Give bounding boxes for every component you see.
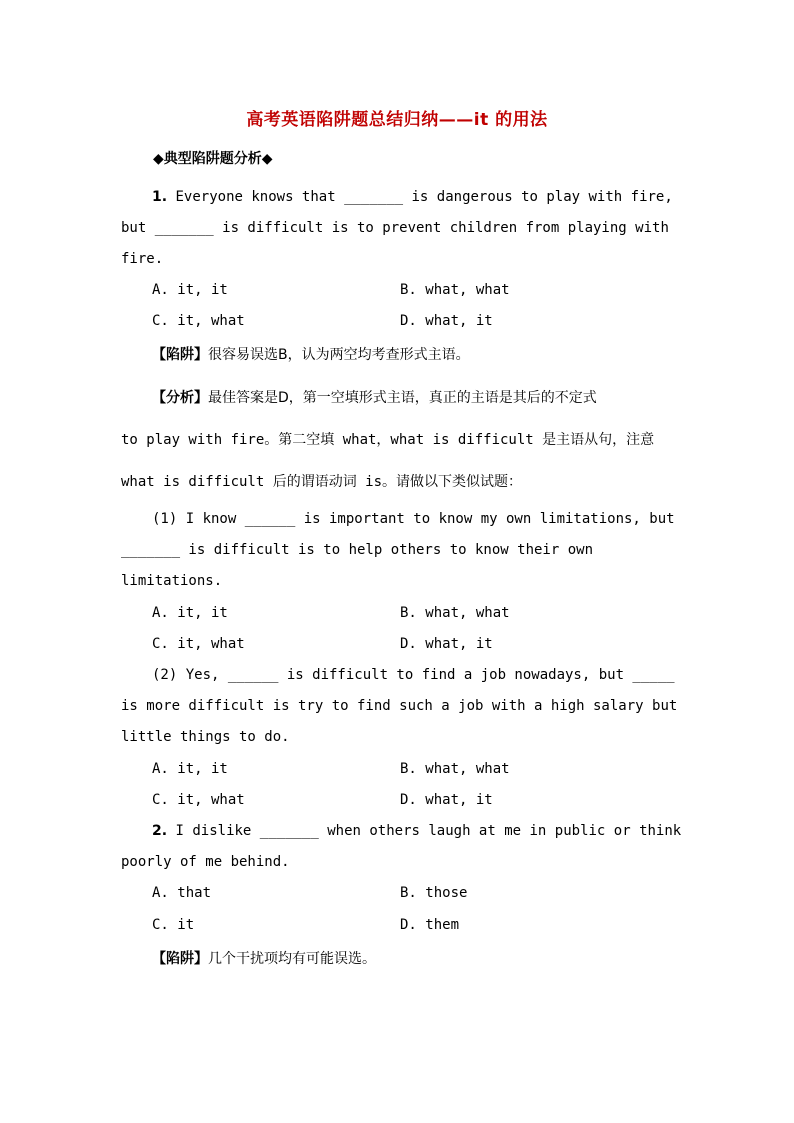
question-1-text: Everyone knows that _______ is dangerous to play with fire, <box>175 189 673 205</box>
question-1-line-1 <box>152 188 673 206</box>
question-2-option-d: D. them <box>400 917 460 933</box>
sub-question-1-option-b: B. what, what <box>400 605 510 621</box>
question-2-option-c: C. it <box>152 917 195 933</box>
section-heading: ◆典型陷阱题分析◆ <box>153 151 273 167</box>
trap-1-tag: 【陷阱】 <box>152 347 208 363</box>
trap-2-text: 几个干扰项均有可能误选。 <box>208 951 376 967</box>
analysis-1-line-2: to play with fire。第二空填 what，what is difficult 是主语从句，注意 <box>121 432 655 448</box>
question-2-number: 2. <box>152 823 168 839</box>
sub-question-1-line-1: (1) I know ______ is important to know my own limitations, but <box>152 511 675 527</box>
analysis-1-tag: 【分析】 <box>152 390 208 406</box>
question-2-option-b: B. those <box>400 885 468 901</box>
question-1-option-c: C. it, what <box>152 313 245 329</box>
trap-2 <box>152 950 376 968</box>
question-2-option-a: A. that <box>152 885 212 901</box>
sub-question-2-option-a: A. it, it <box>152 761 228 777</box>
sub-question-1-option-d: D. what, it <box>400 636 493 652</box>
question-1-option-a: A. it, it <box>152 282 228 298</box>
sub-question-2-line-2: is more difficult is try to find such a job with a high salary but <box>121 698 678 714</box>
analysis-1-line-3: what is difficult 后的谓语动词 is。请做以下类似试题： <box>121 474 523 490</box>
sub-question-2-line-3: little things to do. <box>121 729 290 745</box>
trap-2-tag: 【陷阱】 <box>152 951 208 967</box>
sub-question-2-option-c: C. it, what <box>152 792 245 808</box>
question-1-option-b: B. what, what <box>400 282 510 298</box>
question-1-option-d: D. what, it <box>400 313 493 329</box>
analysis-1-line-1 <box>152 389 597 407</box>
sub-question-1-option-a: A. it, it <box>152 605 228 621</box>
question-2-line-1 <box>152 822 681 840</box>
sub-question-2-option-d: D. what, it <box>400 792 493 808</box>
sub-question-2-option-b: B. what, what <box>400 761 510 777</box>
question-2-line-2: poorly of me behind. <box>121 854 290 870</box>
sub-question-1-line-3: limitations. <box>121 573 223 589</box>
analysis-1-text: 最佳答案是D，第一空填形式主语，真正的主语是其后的不定式 <box>208 390 597 406</box>
sub-question-1-option-c: C. it, what <box>152 636 245 652</box>
question-1-number: 1. <box>152 189 168 205</box>
question-1-line-3: fire. <box>121 251 164 267</box>
page-title: 高考英语陷阱题总结归纳——it 的用法 <box>246 110 548 130</box>
sub-question-2-line-1: (2) Yes, ______ is difficult to find a job nowadays, but _____ <box>152 667 675 683</box>
question-2-text: I dislike _______ when others laugh at me in public or think <box>175 823 682 839</box>
sub-question-1-line-2: _______ is difficult is to help others to know their own <box>121 542 594 558</box>
trap-1-text: 很容易误选B，认为两空均考查形式主语。 <box>208 347 470 363</box>
trap-1 <box>152 346 470 364</box>
question-1-line-2: but _______ is difficult is to prevent children from playing with <box>121 220 669 236</box>
